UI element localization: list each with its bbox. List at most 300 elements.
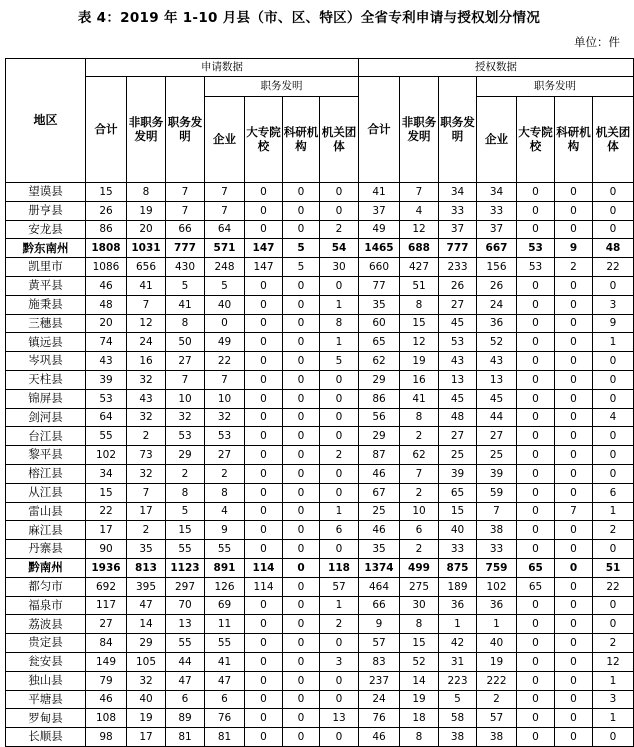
value-cell: 74 [86,333,127,352]
value-cell: 0 [245,634,283,653]
value-cell: 22 [205,352,245,371]
value-cell: 6 [593,483,634,502]
value-cell: 77 [359,276,400,295]
value-cell: 12 [400,333,439,352]
value-cell: 0 [245,352,283,371]
value-cell: 0 [283,446,320,465]
region-name-cell: 岑巩县 [6,352,86,371]
value-cell: 47 [205,671,245,690]
value-cell: 19 [400,352,439,371]
value-cell: 0 [245,408,283,427]
value-cell: 55 [86,427,127,446]
value-cell: 0 [593,427,634,446]
value-cell: 64 [86,408,127,427]
header-apply-enterprise: 企业 [205,97,245,183]
value-cell: 7 [166,201,205,220]
table-row [6,521,634,540]
region-name-cell: 黄平县 [6,276,86,295]
value-cell: 3 [593,690,634,709]
region-name-cell: 剑河县 [6,408,86,427]
value-cell: 50 [166,333,205,352]
value-cell: 47 [166,671,205,690]
value-cell: 34 [477,183,517,202]
value-cell: 0 [283,540,320,559]
header-apply-university: 大专院校 [245,97,283,183]
value-cell: 13 [477,370,517,389]
value-cell: 34 [86,464,127,483]
value-cell: 0 [245,521,283,540]
value-cell: 43 [86,352,127,371]
value-cell: 24 [127,333,166,352]
value-cell: 0 [205,314,245,333]
value-cell: 65 [359,333,400,352]
value-cell: 57 [359,634,400,653]
region-name-cell: 荔波县 [6,615,86,634]
value-cell: 53 [86,389,127,408]
value-cell: 41 [400,389,439,408]
value-cell: 32 [205,408,245,427]
value-cell: 36 [439,596,477,615]
value-cell: 0 [593,352,634,371]
value-cell: 83 [359,652,400,671]
value-cell: 1 [477,615,517,634]
value-cell: 0 [283,464,320,483]
value-cell: 102 [86,446,127,465]
value-cell: 571 [205,239,245,258]
value-cell: 8 [127,183,166,202]
value-cell: 57 [320,577,359,596]
table-row [6,671,634,690]
value-cell: 3 [593,295,634,314]
value-cell: 66 [166,220,205,239]
value-cell: 13 [166,615,205,634]
value-cell: 45 [439,389,477,408]
value-cell: 0 [517,446,555,465]
value-cell: 0 [283,615,320,634]
value-cell: 0 [245,333,283,352]
value-cell: 0 [593,370,634,389]
value-cell: 8 [400,615,439,634]
header-grant-group: 授权数据 [359,59,634,77]
value-cell: 90 [86,540,127,559]
value-cell: 36 [477,314,517,333]
value-cell: 0 [517,709,555,728]
value-cell: 26 [439,276,477,295]
patent-table [5,58,634,747]
value-cell: 0 [320,728,359,747]
value-cell: 0 [517,295,555,314]
region-name-cell: 从江县 [6,483,86,502]
value-cell: 12 [593,652,634,671]
value-cell: 49 [205,333,245,352]
table-row [6,408,634,427]
value-cell: 19 [127,201,166,220]
header-region: 地区 [6,59,86,183]
value-cell: 0 [517,728,555,747]
value-cell: 660 [359,258,400,277]
value-cell: 0 [555,183,593,202]
header-apply-total: 合计 [86,77,127,183]
value-cell: 6 [320,521,359,540]
table-row [6,728,634,747]
value-cell: 0 [283,652,320,671]
table-row [6,239,634,258]
value-cell: 30 [320,258,359,277]
value-cell: 76 [205,709,245,728]
value-cell: 67 [359,483,400,502]
value-cell: 89 [166,709,205,728]
value-cell: 37 [439,220,477,239]
value-cell: 108 [86,709,127,728]
table-row [6,427,634,446]
value-cell: 499 [400,558,439,577]
table-row [6,652,634,671]
value-cell: 0 [245,483,283,502]
value-cell: 76 [359,709,400,728]
value-cell: 47 [127,596,166,615]
value-cell: 65 [517,558,555,577]
value-cell: 79 [86,671,127,690]
value-cell: 19 [477,652,517,671]
value-cell: 0 [593,201,634,220]
value-cell: 0 [245,615,283,634]
value-cell: 8 [400,295,439,314]
value-cell: 0 [555,220,593,239]
value-cell: 9 [205,521,245,540]
value-cell: 156 [477,258,517,277]
value-cell: 0 [517,634,555,653]
value-cell: 37 [477,220,517,239]
value-cell: 777 [166,239,205,258]
value-cell: 7 [166,183,205,202]
value-cell: 0 [517,502,555,521]
value-cell: 0 [245,389,283,408]
value-cell: 149 [86,652,127,671]
value-cell: 0 [245,427,283,446]
header-grant-total: 合计 [359,77,400,183]
value-cell: 32 [166,408,205,427]
value-cell: 102 [477,577,517,596]
table-row [6,540,634,559]
value-cell: 14 [400,671,439,690]
value-cell: 7 [477,502,517,521]
value-cell: 147 [245,239,283,258]
unit-label: 单位：件 [574,35,620,49]
value-cell: 0 [283,295,320,314]
value-cell: 0 [555,352,593,371]
value-cell: 46 [359,728,400,747]
value-cell: 55 [166,634,205,653]
value-cell: 6 [205,690,245,709]
value-cell: 0 [320,634,359,653]
value-cell: 60 [359,314,400,333]
value-cell: 35 [127,540,166,559]
value-cell: 692 [86,577,127,596]
value-cell: 0 [283,634,320,653]
value-cell: 46 [359,521,400,540]
header-grant-university: 大专院校 [517,97,555,183]
value-cell: 19 [127,709,166,728]
value-cell: 39 [86,370,127,389]
value-cell: 0 [245,671,283,690]
value-cell: 0 [555,201,593,220]
value-cell: 15 [86,183,127,202]
value-cell: 0 [555,370,593,389]
value-cell: 0 [555,709,593,728]
value-cell: 0 [245,446,283,465]
value-cell: 777 [439,239,477,258]
value-cell: 0 [320,370,359,389]
value-cell: 42 [439,634,477,653]
value-cell: 464 [359,577,400,596]
region-name-cell: 黔东南州 [6,239,86,258]
value-cell: 33 [477,540,517,559]
value-cell: 0 [245,314,283,333]
value-cell: 10 [400,502,439,521]
value-cell: 0 [593,728,634,747]
value-cell: 0 [555,690,593,709]
value-cell: 12 [400,220,439,239]
value-cell: 98 [86,728,127,747]
value-cell: 0 [517,540,555,559]
region-name-cell: 雷山县 [6,502,86,521]
value-cell: 1123 [166,558,205,577]
region-name-cell: 安龙县 [6,220,86,239]
value-cell: 2 [127,521,166,540]
value-cell: 297 [166,577,205,596]
value-cell: 1 [593,709,634,728]
value-cell: 1 [320,596,359,615]
value-cell: 0 [320,671,359,690]
value-cell: 248 [205,258,245,277]
value-cell: 0 [555,427,593,446]
table-row [6,258,634,277]
table-row [6,446,634,465]
value-cell: 0 [245,201,283,220]
value-cell: 27 [86,615,127,634]
value-cell: 56 [359,408,400,427]
value-cell: 52 [400,652,439,671]
value-cell: 17 [127,502,166,521]
value-cell: 15 [166,521,205,540]
table-row [6,389,634,408]
value-cell: 1374 [359,558,400,577]
value-cell: 40 [205,295,245,314]
region-name-cell: 长顺县 [6,728,86,747]
value-cell: 0 [517,652,555,671]
value-cell: 0 [283,690,320,709]
table-row [6,596,634,615]
table-row [6,615,634,634]
value-cell: 86 [86,220,127,239]
value-cell: 7 [400,183,439,202]
value-cell: 62 [359,352,400,371]
table-title: 表 4：2019 年 1-10 月县（市、区、特区）全省专利申请与授权划分情况 [77,10,541,26]
value-cell: 29 [127,634,166,653]
table-row [6,333,634,352]
value-cell: 0 [283,709,320,728]
table-row [6,314,634,333]
region-name-cell: 望谟县 [6,183,86,202]
value-cell: 32 [127,671,166,690]
value-cell: 34 [439,183,477,202]
value-cell: 0 [283,577,320,596]
value-cell: 0 [517,427,555,446]
region-name-cell: 都匀市 [6,577,86,596]
value-cell: 48 [86,295,127,314]
value-cell: 0 [283,408,320,427]
value-cell: 59 [477,483,517,502]
value-cell: 43 [477,352,517,371]
value-cell: 44 [477,408,517,427]
value-cell: 38 [477,728,517,747]
value-cell: 223 [439,671,477,690]
value-cell: 29 [166,446,205,465]
value-cell: 5 [166,276,205,295]
value-cell: 656 [127,258,166,277]
table-row [6,276,634,295]
value-cell: 17 [127,728,166,747]
value-cell: 813 [127,558,166,577]
value-cell: 0 [517,220,555,239]
value-cell: 0 [283,596,320,615]
value-cell: 54 [320,239,359,258]
value-cell: 35 [359,540,400,559]
region-name-cell: 榕江县 [6,464,86,483]
value-cell: 62 [400,446,439,465]
value-cell: 2 [400,540,439,559]
table-row [6,558,634,577]
value-cell: 8 [400,728,439,747]
value-cell: 0 [283,671,320,690]
value-cell: 0 [283,352,320,371]
value-cell: 0 [517,483,555,502]
value-cell: 46 [86,690,127,709]
value-cell: 222 [477,671,517,690]
value-cell: 0 [517,521,555,540]
region-name-cell: 罗甸县 [6,709,86,728]
value-cell: 40 [477,634,517,653]
value-cell: 0 [555,464,593,483]
value-cell: 5 [320,352,359,371]
value-cell: 5 [439,690,477,709]
value-cell: 2 [400,483,439,502]
value-cell: 0 [283,333,320,352]
value-cell: 8 [320,314,359,333]
value-cell: 3 [320,652,359,671]
region-name-cell: 施秉县 [6,295,86,314]
table-row [6,201,634,220]
table-row [6,483,634,502]
value-cell: 1808 [86,239,127,258]
value-cell: 81 [205,728,245,747]
value-cell: 27 [439,427,477,446]
value-cell: 44 [166,652,205,671]
value-cell: 49 [359,220,400,239]
value-cell: 126 [205,577,245,596]
value-cell: 0 [517,615,555,634]
value-cell: 12 [127,314,166,333]
value-cell: 0 [517,690,555,709]
value-cell: 33 [477,201,517,220]
value-cell: 15 [400,634,439,653]
value-cell: 0 [283,483,320,502]
value-cell: 70 [166,596,205,615]
value-cell: 53 [517,258,555,277]
value-cell: 105 [127,652,166,671]
value-cell: 53 [517,239,555,258]
value-cell: 53 [166,427,205,446]
region-name-cell: 独山县 [6,671,86,690]
value-cell: 66 [359,596,400,615]
value-cell: 55 [205,634,245,653]
value-cell: 0 [245,295,283,314]
value-cell: 2 [477,690,517,709]
value-cell: 41 [166,295,205,314]
value-cell: 86 [359,389,400,408]
header-apply-service-invention: 职务发明 [205,77,359,97]
value-cell: 4 [205,502,245,521]
table-row [6,709,634,728]
value-cell: 759 [477,558,517,577]
value-cell: 41 [205,652,245,671]
region-name-cell: 瓮安县 [6,652,86,671]
value-cell: 1 [320,502,359,521]
value-cell: 7 [205,183,245,202]
value-cell: 16 [400,370,439,389]
value-cell: 7 [400,464,439,483]
value-cell: 0 [283,183,320,202]
value-cell: 39 [477,464,517,483]
value-cell: 0 [320,690,359,709]
value-cell: 0 [593,446,634,465]
value-cell: 27 [439,295,477,314]
value-cell: 25 [439,446,477,465]
value-cell: 13 [320,709,359,728]
table-row [6,502,634,521]
region-name-cell: 丹寨县 [6,540,86,559]
value-cell: 84 [86,634,127,653]
value-cell: 0 [283,201,320,220]
value-cell: 33 [439,201,477,220]
value-cell: 0 [593,276,634,295]
value-cell: 29 [359,370,400,389]
value-cell: 0 [320,201,359,220]
value-cell: 0 [593,596,634,615]
value-cell: 19 [400,690,439,709]
value-cell: 1 [320,295,359,314]
value-cell: 114 [245,577,283,596]
value-cell: 9 [593,314,634,333]
value-cell: 22 [86,502,127,521]
region-name-cell: 黎平县 [6,446,86,465]
value-cell: 1031 [127,239,166,258]
region-name-cell: 三穗县 [6,314,86,333]
value-cell: 40 [127,690,166,709]
region-name-cell: 镇远县 [6,333,86,352]
value-cell: 0 [593,540,634,559]
value-cell: 7 [166,370,205,389]
value-cell: 40 [439,521,477,540]
value-cell: 0 [283,502,320,521]
value-cell: 0 [555,333,593,352]
value-cell: 0 [593,389,634,408]
table-row [6,464,634,483]
value-cell: 1 [593,333,634,352]
value-cell: 51 [593,558,634,577]
value-cell: 15 [439,502,477,521]
value-cell: 32 [127,464,166,483]
